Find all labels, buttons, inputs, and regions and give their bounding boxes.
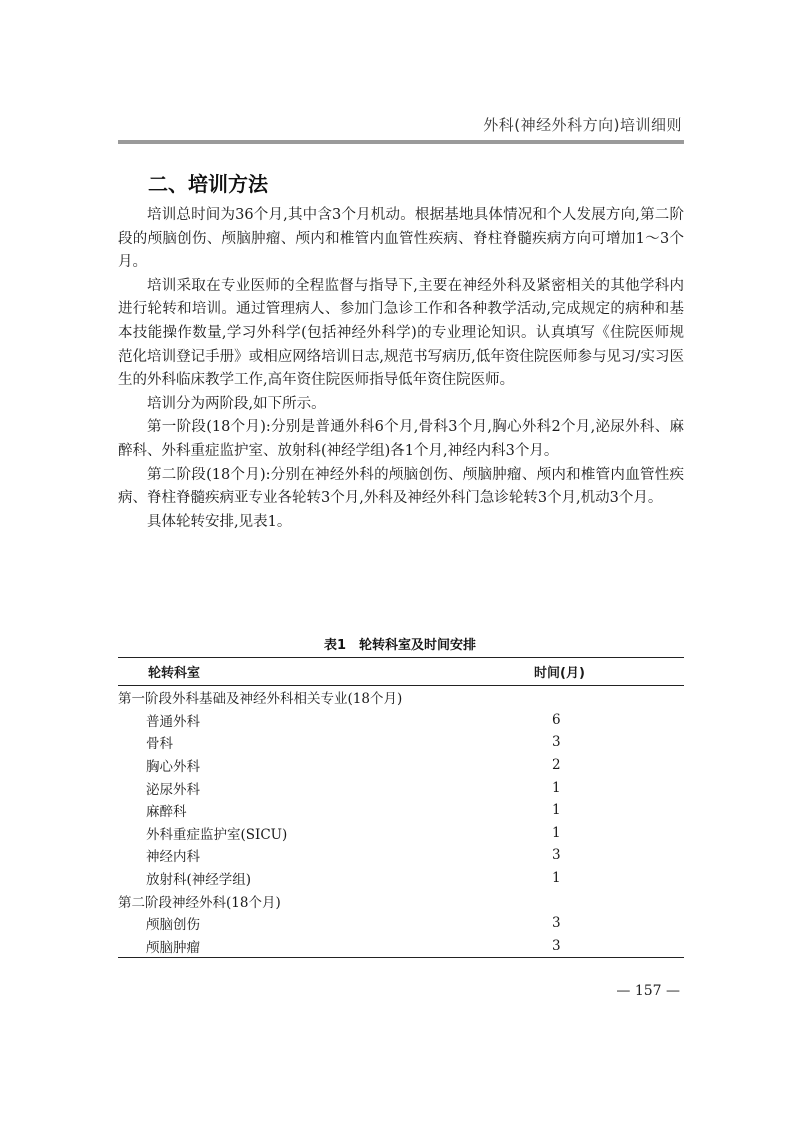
months-cell bbox=[522, 889, 684, 912]
page-number: — 157 — bbox=[616, 983, 680, 999]
department-cell: 神经内科 bbox=[146, 849, 200, 866]
months-cell: 3 bbox=[552, 847, 561, 864]
months-cell bbox=[522, 686, 684, 709]
paragraph-total-duration: 培训总时间为36个月,其中含3个月机动。根据基地具体情况和个人发展方向,第二阶段的颅脑创伤、颅脑肿瘤、颅内和椎管内血管性疾病、脊柱脊髓疾病方向可增加1～3个月。 bbox=[118, 207, 684, 271]
department-cell: 麻醉科 bbox=[146, 804, 187, 821]
table-group-row bbox=[118, 889, 684, 912]
table-row bbox=[118, 754, 684, 777]
department-cell: 外科重症监护室(SICU) bbox=[146, 826, 288, 843]
rotation-table bbox=[118, 657, 684, 958]
department-cell: 第二阶段神经外科(18个月) bbox=[118, 894, 281, 911]
department-cell: 普通外科 bbox=[146, 713, 200, 730]
months-cell: 3 bbox=[552, 915, 561, 932]
paragraph-stage-one: 第一阶段(18个月):分别是普通外科6个月,骨科3个月,胸心外科2个月,泌尿外科、麻醉科、外科重症监护室、放射科(神经学组)各1个月,神经内科3个月。 bbox=[118, 419, 684, 459]
months-cell: 1 bbox=[552, 779, 561, 796]
months-cell: 3 bbox=[522, 935, 684, 958]
table-row bbox=[118, 844, 684, 867]
months-cell: 6 bbox=[552, 711, 561, 728]
paragraph-stage-two: 第二阶段(18个月):分别在神经外科的颅脑创伤、颅脑肿瘤、颅内和椎管内血管性疾病、脊柱脊髓疾病亚专业各轮转3个月,外科及神经外科门急诊轮转3个月,机动3个月。 bbox=[118, 466, 684, 507]
table-row bbox=[118, 799, 684, 822]
running-header-title: 外科(神经外科方向)培训细则 bbox=[483, 116, 682, 134]
department-cell: 第一阶段外科基础及神经外科相关专业(18个月) bbox=[118, 691, 403, 708]
table-row bbox=[118, 731, 684, 754]
paragraph-two-stages: 培训分为两阶段,如下所示。 bbox=[147, 395, 326, 412]
months-cell: 1 bbox=[552, 870, 561, 887]
header-rule bbox=[118, 140, 684, 144]
table-caption: 表1 轮转科室及时间安排 bbox=[323, 638, 477, 653]
paragraph-training-mode: 培训采取在专业医师的全程监督与指导下,主要在神经外科及紧密相关的其他学科内进行轮转和培训。通过管理病人、参加门急诊工作和各种教学活动,完成规定的病种和基本技能操作数量,学习外科学(包括神经外科学)的专业理论知识。认真填写《住院医师规范化培训登记手册》或相应网络培训日志,规范书写病历,低年资住院医师参与见习/实习医生的外科临床教学工作,高年资住院医师指导低年资住院医师。 bbox=[118, 277, 684, 389]
table-row bbox=[118, 822, 684, 845]
months-cell: 1 bbox=[552, 824, 561, 841]
table-row bbox=[118, 776, 684, 799]
department-cell: 颅脑肿瘤 bbox=[118, 935, 522, 958]
department-cell: 泌尿外科 bbox=[146, 781, 200, 798]
table-row bbox=[118, 935, 684, 958]
section-heading: 二、培训方法 bbox=[148, 172, 268, 196]
table-row bbox=[118, 709, 684, 732]
table-group-row bbox=[118, 686, 684, 709]
column-header-months: 时间(月) bbox=[522, 658, 684, 686]
table-header-row bbox=[118, 658, 684, 686]
paragraph-see-table: 具体轮转安排,见表1。 bbox=[147, 513, 292, 530]
months-cell: 3 bbox=[552, 734, 561, 751]
department-cell: 骨科 bbox=[146, 736, 173, 753]
table-row bbox=[118, 912, 684, 935]
months-cell: 2 bbox=[552, 757, 561, 774]
department-cell: 颅脑创伤 bbox=[146, 917, 200, 934]
months-cell: 1 bbox=[552, 802, 561, 819]
column-header-department: 轮转科室 bbox=[118, 658, 522, 686]
department-cell: 胸心外科 bbox=[146, 759, 200, 776]
table-row bbox=[118, 867, 684, 890]
department-cell: 放射科(神经学组) bbox=[146, 872, 252, 889]
body-text bbox=[118, 204, 684, 534]
